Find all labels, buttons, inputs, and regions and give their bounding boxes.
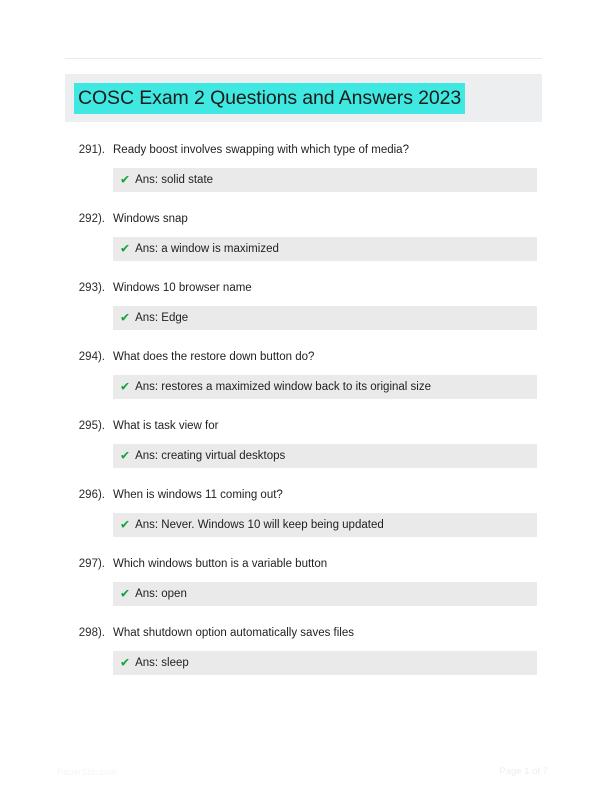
question-text: Which windows button is a variable button (113, 558, 328, 570)
question-row (0, 553, 606, 581)
question-text: Windows snap (113, 213, 188, 225)
qa-block (0, 277, 606, 346)
question-text: Windows 10 browser name (113, 282, 252, 294)
answer-text: Ans: open (135, 588, 187, 600)
question-row (0, 139, 606, 167)
answer-bar (113, 306, 537, 330)
footer-watermark: PaperStic.com (57, 767, 117, 777)
answer-bar (113, 651, 537, 675)
question-number: 293). (78, 282, 105, 294)
answer-text: Ans: solid state (135, 174, 214, 186)
document-title-band (65, 74, 542, 122)
answer-text: Ans: Edge (135, 312, 189, 324)
question-row (0, 484, 606, 512)
qa-block (0, 553, 606, 622)
answer-text: Ans: a window is maximized (135, 243, 279, 255)
check-icon: ✔ (120, 241, 131, 256)
check-icon: ✔ (120, 655, 131, 670)
question-number: 294). (78, 351, 105, 363)
answer-text: Ans: Never. Windows 10 will keep being updated (135, 519, 384, 531)
question-text: What is task view for (113, 420, 219, 432)
question-text: Ready boost involves swapping with which type of media? (113, 144, 409, 156)
answer-bar (113, 444, 537, 468)
qa-block (0, 208, 606, 277)
qa-block (0, 346, 606, 415)
check-icon: ✔ (120, 172, 131, 187)
question-answer-list (0, 139, 606, 691)
check-icon: ✔ (120, 517, 131, 532)
answer-text: Ans: creating virtual desktops (135, 450, 286, 462)
question-number: 291). (78, 144, 105, 156)
question-number: 295). (78, 420, 105, 432)
question-text: What shutdown option automatically saves files (113, 627, 354, 639)
question-row (0, 415, 606, 443)
question-row (0, 208, 606, 236)
footer-page-number: Page 1 of 7 (499, 766, 548, 777)
question-number: 297). (78, 558, 105, 570)
answer-bar (113, 513, 537, 537)
question-number: 296). (78, 489, 105, 501)
question-row (0, 277, 606, 305)
check-icon: ✔ (120, 448, 131, 463)
question-row (0, 346, 606, 374)
qa-block (0, 622, 606, 691)
check-icon: ✔ (120, 379, 131, 394)
answer-bar (113, 168, 537, 192)
answer-bar (113, 582, 537, 606)
qa-block (0, 139, 606, 208)
question-text: When is windows 11 coming out? (113, 489, 283, 501)
check-icon: ✔ (120, 586, 131, 601)
question-text: What does the restore down button do? (113, 351, 315, 363)
answer-bar (113, 237, 537, 261)
question-row (0, 622, 606, 650)
qa-block (0, 484, 606, 553)
answer-text: Ans: sleep (135, 657, 189, 669)
question-number: 298). (78, 627, 105, 639)
answer-bar (113, 375, 537, 399)
page-title: COSC Exam 2 Questions and Answers 2023 (74, 83, 465, 114)
header-divider (65, 58, 542, 59)
qa-block (0, 415, 606, 484)
question-number: 292). (78, 213, 105, 225)
answer-text: Ans: restores a maximized window back to its original size (135, 381, 431, 393)
check-icon: ✔ (120, 310, 131, 325)
